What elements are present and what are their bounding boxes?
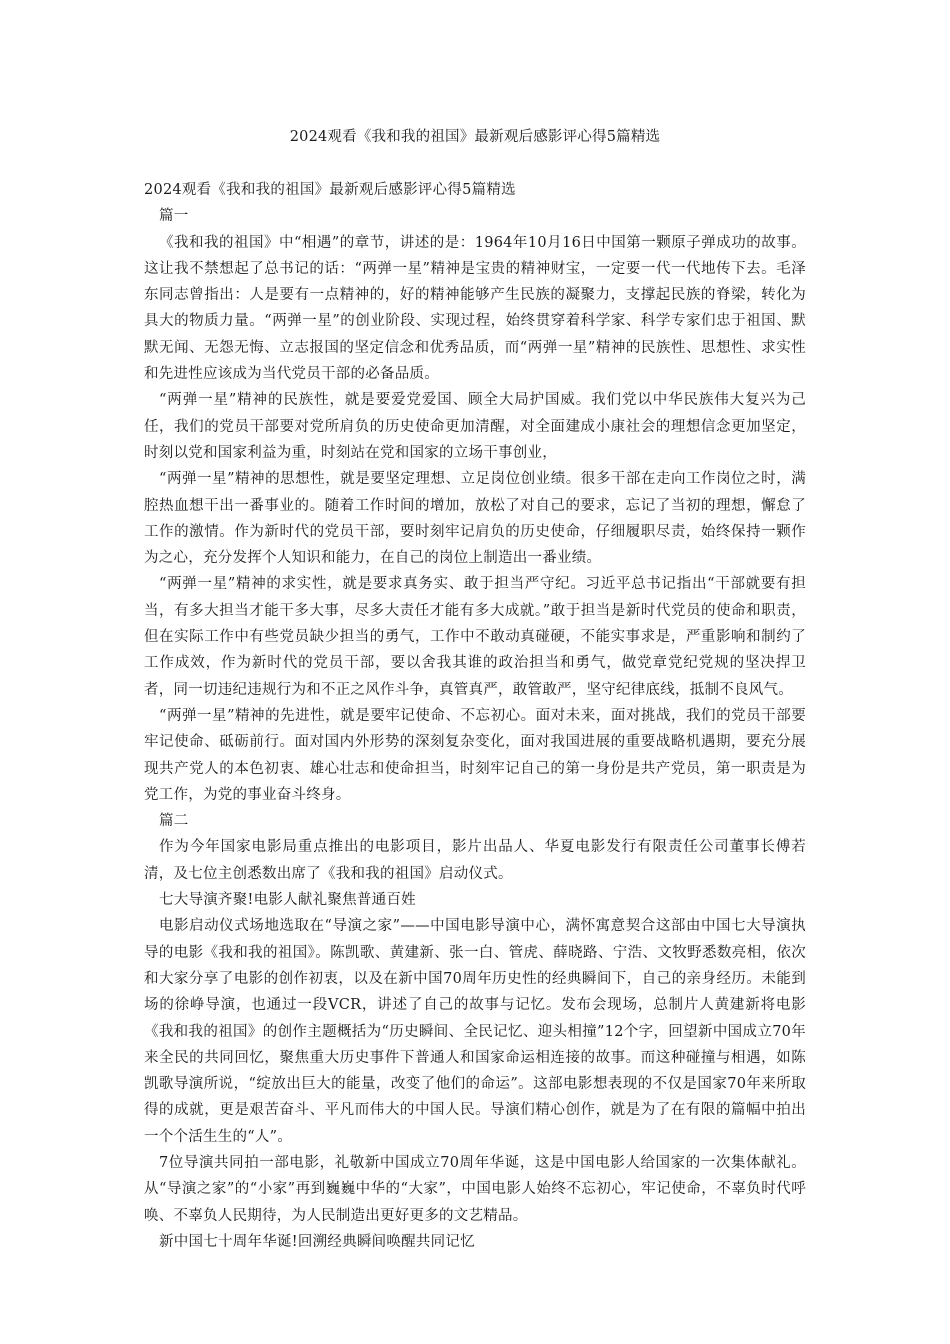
document-body: [144, 177, 806, 1255]
paragraph: 《我和我的祖国》中“相遇”的章节，讲述的是：1964年10月16日中国第一颗原子弹成功的故事。这让我不禁想起了总书记的话：“两弹一星”精神是宝贵的精神财宝，一定要一代一代地传下去。毛泽东同志曾指出：人是要有一点精神的，好的精神能够产生民族的凝聚力，支撑起民族的脊梁，转化为具大的物质力量。“两弹一星”的创业阶段、实现过程，始终贯穿着科学家、科学专家们忠于祖国、默默无闻、无怨无悔、立志报国的坚定信念和优秀品质，而“两弹一星”精神的民族性、思想性、求实性和先进性应该成为当代党员干部的必备品质。: [144, 234, 806, 383]
section-label: 篇一: [159, 208, 189, 225]
paragraph: 7位导演共同拍一部电影，礼敬新中国成立70周年华诞，这是中国电影人给国家的一次集体献礼。从“导演之家”的“小家”再到巍巍中华的“大家”，中国电影人始终不忘初心，牢记使命，不辜负时代呼唤、不辜负人民期待，为人民制造出更好更多的文艺精品。: [144, 1154, 806, 1224]
document-title: 2024观看《我和我的祖国》最新观后感影评心得5篇精选: [289, 129, 661, 145]
subheading: 七大导演齐聚!电影人献礼聚焦普通百姓: [159, 892, 416, 909]
document-heading: 2024观看《我和我的祖国》最新观后感影评心得5篇精选: [144, 182, 516, 198]
paragraph: “两弹一星”精神的先进性，就是要牢记使命、不忘初心。面对未来，面对挑战，我们的党员干部要牢记使命、砥砺前行。面对国内外形势的深刻复杂变化，面对我国进展的重要战略机遇期，要充分展现共产党人的本色初衷、雄心壮志和使命担当，时刻牢记自己的第一身份是共产党员，第一职责是为党工作，为党的事业奋斗终身。: [144, 707, 806, 803]
paragraph: “两弹一星”精神的求实性，就是要求真务实、敢于担当严守纪。习近平总书记指出“干部就要有担当，有多大担当才能干多大事，尽多大责任才能有多大成就。”敢于担当是新时代党员的使命和职责，但在实际工作中有些党员缺少担当的勇气，工作中不敢动真碰硬，不能实事求是，严重影响和制约了工作成效，作为新时代的党员干部，要以舍我其谁的政治担当和勇气，做党章党纪党规的坚决捍卫者，同一切违纪违规行为和不正之风作斗争，真管真严，敢管敢严，坚守纪律底线，抵制不良风气。: [144, 576, 806, 698]
paragraph: “两弹一星”精神的思想性，就是要坚定理想、立足岗位创业绩。很多干部在走向工作岗位之时，满腔热血想干出一番事业的。随着工作时间的增加，放松了对自己的要求，忘记了当初的理想，懈怠了工作的激情。作为新时代的党员干部，要时刻牢记肩负的历史使命，仔细履职尽责，始终保持一颗作为之心，充分发挥个人知识和能力，在自己的岗位上制造出一番业绩。: [144, 471, 806, 567]
paragraph: 作为今年国家电影局重点推出的电影项目，影片出品人、华夏电影发行有限责任公司董事长傅若清，及七位主创悉数出席了《我和我的祖国》启动仪式。: [144, 839, 806, 882]
paragraph: 电影启动仪式场地选取在“导演之家”——中国电影导演中心，满怀寓意契合这部由中国七大导演执导的电影《我和我的祖国》。陈凯歌、黄建新、张一白、管虎、薛晓路、宁浩、文牧野悉数亮相，依次和大家分享了电影的创作初衷，以及在新中国70周年历史性的经典瞬间下，自己的亲身经历。未能到场的徐峥导演，也通过一段VCR，讲述了自己的故事与记忆。发布会现场，总制片人黄建新将电影《我和我的祖国》的创作主题概括为“历史瞬间、全民记忆、迎头相撞”12个字，回望新中国成立70年来全民的共同回忆，聚焦重大历史事件下普通人和国家命运相连接的故事。而这种碰撞与相遇，如陈凯歌导演所说，“绽放出巨大的能量，改变了他们的命运”。这部电影想表现的不仅是国家70年来所取得的成就，更是艰苦奋斗、平凡而伟大的中国人民。导演们精心创作，就是为了在有限的篇幅中拍出一个个活生生的“人”。: [144, 918, 806, 1145]
subheading: 新中国七十周年华诞!回溯经典瞬间唤醒共同记忆: [159, 1233, 475, 1250]
section-label: 篇二: [159, 813, 189, 830]
paragraph: “两弹一星”精神的民族性，就是要爱党爱国、顾全大局护国威。我们党以中华民族伟大复兴为己任，我们的党员干部要对党所肩负的历史使命更加清醒，对全面建成小康社会的理想信念更加坚定，时刻以党和国家利益为重，时刻站在党和国家的立场干事创业，: [144, 392, 806, 461]
